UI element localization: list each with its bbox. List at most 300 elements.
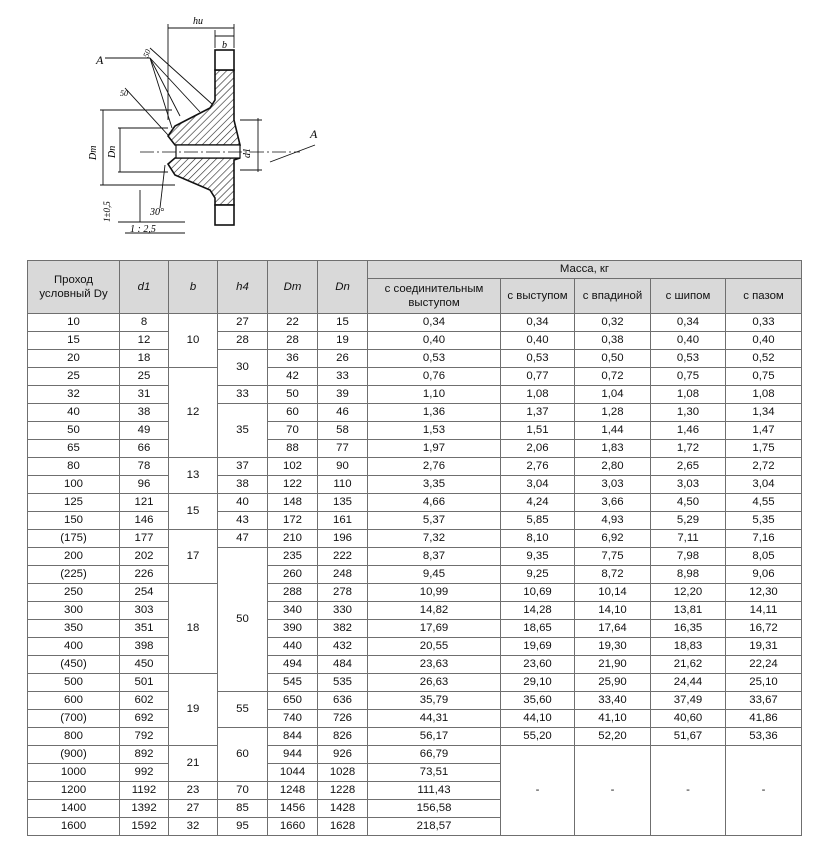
dim-dn-label: Dn <box>107 145 118 158</box>
cell-dm: 210 <box>268 530 318 548</box>
cell-dm: 102 <box>268 458 318 476</box>
table-row <box>28 620 802 638</box>
cell-m4: - <box>651 746 726 836</box>
cell-h4: 50 <box>218 548 268 692</box>
cell-dy: 20 <box>28 350 120 368</box>
cell-h4: 40 <box>218 494 268 512</box>
cell-m4: 1,46 <box>651 422 726 440</box>
cell-dn: 726 <box>318 710 368 728</box>
cell-m3: 41,10 <box>575 710 651 728</box>
cell-dn: 248 <box>318 566 368 584</box>
cell-m5: 4,55 <box>726 494 802 512</box>
cell-h4: 70 <box>218 782 268 800</box>
dim-b-label: b <box>222 40 227 51</box>
taper-label: 1 : 2,5 <box>130 224 156 235</box>
cell-dm: 1044 <box>268 764 318 782</box>
cell-m4: 1,72 <box>651 440 726 458</box>
cell-m5: 5,35 <box>726 512 802 530</box>
cell-dn: 636 <box>318 692 368 710</box>
header-mass-tongue: с шипом <box>651 279 726 314</box>
cell-m5: 2,72 <box>726 458 802 476</box>
cell-b: 19 <box>169 674 218 746</box>
cell-m1: 26,63 <box>368 674 501 692</box>
cell-dy: 65 <box>28 440 120 458</box>
cell-b: 32 <box>169 818 218 836</box>
cell-m1: 0,76 <box>368 368 501 386</box>
cell-m2: 35,60 <box>501 692 575 710</box>
cell-dn: 1428 <box>318 800 368 818</box>
cell-dm: 22 <box>268 314 318 332</box>
cell-dm: 50 <box>268 386 318 404</box>
cell-dn: 135 <box>318 494 368 512</box>
cell-b: 13 <box>169 458 218 494</box>
bolt-hole-top <box>215 50 234 70</box>
tolerance-label: 1±0,5 <box>102 201 112 222</box>
cell-dm: 60 <box>268 404 318 422</box>
cell-d1: 66 <box>120 440 169 458</box>
cell-m2: 4,24 <box>501 494 575 512</box>
cell-dy: 1600 <box>28 818 120 836</box>
cell-dn: 1028 <box>318 764 368 782</box>
cell-m5: 41,86 <box>726 710 802 728</box>
table-row <box>28 512 802 530</box>
cell-d1: 398 <box>120 638 169 656</box>
cell-h4: 60 <box>218 728 268 782</box>
table-row <box>28 350 802 368</box>
cell-m5: 0,75 <box>726 368 802 386</box>
cell-m3: 2,80 <box>575 458 651 476</box>
cell-d1: 31 <box>120 386 169 404</box>
cell-d1: 78 <box>120 458 169 476</box>
cell-d1: 1592 <box>120 818 169 836</box>
cell-dy: 100 <box>28 476 120 494</box>
cell-dm: 172 <box>268 512 318 530</box>
cell-dm: 390 <box>268 620 318 638</box>
cell-m1: 0,40 <box>368 332 501 350</box>
cell-m5: 3,04 <box>726 476 802 494</box>
table-row <box>28 458 802 476</box>
header-mass-raised: с выступом <box>501 279 575 314</box>
table-row <box>28 674 802 692</box>
cell-dy: 400 <box>28 638 120 656</box>
cell-h4: 85 <box>218 800 268 818</box>
cell-dn: 330 <box>318 602 368 620</box>
cell-b: 18 <box>169 584 218 674</box>
cell-dn: 382 <box>318 620 368 638</box>
cell-dy: 350 <box>28 620 120 638</box>
table-body <box>28 314 802 836</box>
cell-m3: 17,64 <box>575 620 651 638</box>
cell-m2: 1,08 <box>501 386 575 404</box>
cell-m1: 8,37 <box>368 548 501 566</box>
table-row <box>28 692 802 710</box>
cell-m4: 7,11 <box>651 530 726 548</box>
cell-dy: 150 <box>28 512 120 530</box>
cell-dy: (225) <box>28 566 120 584</box>
cell-m1: 0,53 <box>368 350 501 368</box>
cell-m1: 1,36 <box>368 404 501 422</box>
cell-m4: 40,60 <box>651 710 726 728</box>
cell-m3: 21,90 <box>575 656 651 674</box>
cell-m2: 10,69 <box>501 584 575 602</box>
cell-m5: 1,75 <box>726 440 802 458</box>
cell-dm: 42 <box>268 368 318 386</box>
cell-dn: 77 <box>318 440 368 458</box>
table-row <box>28 476 802 494</box>
cell-d1: 892 <box>120 746 169 764</box>
cell-m1: 56,17 <box>368 728 501 746</box>
cell-dy: 80 <box>28 458 120 476</box>
table-row <box>28 422 802 440</box>
cell-d1: 18 <box>120 350 169 368</box>
cell-m2: 9,35 <box>501 548 575 566</box>
cell-dn: 1228 <box>318 782 368 800</box>
cell-dy: 1400 <box>28 800 120 818</box>
cell-m4: 21,62 <box>651 656 726 674</box>
cell-m4: 5,29 <box>651 512 726 530</box>
cell-m5: 1,47 <box>726 422 802 440</box>
cell-h4: 28 <box>218 332 268 350</box>
cell-m1: 44,31 <box>368 710 501 728</box>
header-h4: h4 <box>218 261 268 314</box>
cell-m1: 9,45 <box>368 566 501 584</box>
cell-dm: 740 <box>268 710 318 728</box>
cell-dy: (450) <box>28 656 120 674</box>
cell-h4: 35 <box>218 404 268 458</box>
cell-dy: 25 <box>28 368 120 386</box>
cell-dm: 28 <box>268 332 318 350</box>
table-row <box>28 530 802 548</box>
cell-dn: 90 <box>318 458 368 476</box>
cell-m2: 19,69 <box>501 638 575 656</box>
cell-m1: 10,99 <box>368 584 501 602</box>
cell-m5: 7,16 <box>726 530 802 548</box>
cell-m3: 14,10 <box>575 602 651 620</box>
cell-d1: 303 <box>120 602 169 620</box>
cell-m4: 3,03 <box>651 476 726 494</box>
cell-m3: 19,30 <box>575 638 651 656</box>
cell-dy: 1000 <box>28 764 120 782</box>
cell-d1: 38 <box>120 404 169 422</box>
cell-dy: 600 <box>28 692 120 710</box>
dim-hu-label: hu <box>193 16 203 27</box>
cell-d1: 8 <box>120 314 169 332</box>
cell-m4: 16,35 <box>651 620 726 638</box>
cell-m3: 1,83 <box>575 440 651 458</box>
cell-d1: 25 <box>120 368 169 386</box>
table-row <box>28 602 802 620</box>
cell-d1: 692 <box>120 710 169 728</box>
cell-m4: 7,98 <box>651 548 726 566</box>
cell-m1: 23,63 <box>368 656 501 674</box>
flange-section-top <box>168 70 240 145</box>
cell-m3: 1,04 <box>575 386 651 404</box>
cell-m1: 5,37 <box>368 512 501 530</box>
cell-m5: 0,33 <box>726 314 802 332</box>
cell-m1: 3,35 <box>368 476 501 494</box>
flange-bore <box>176 145 240 158</box>
cell-m1: 156,58 <box>368 800 501 818</box>
section-a-label-left: A <box>96 53 104 67</box>
cell-m2: - <box>501 746 575 836</box>
header-d1: d1 <box>120 261 169 314</box>
cell-m2: 14,28 <box>501 602 575 620</box>
cell-b: 12 <box>169 368 218 458</box>
cell-dm: 36 <box>268 350 318 368</box>
cell-d1: 992 <box>120 764 169 782</box>
cell-d1: 450 <box>120 656 169 674</box>
cell-m1: 2,76 <box>368 458 501 476</box>
cell-dm: 440 <box>268 638 318 656</box>
cell-h4: 27 <box>218 314 268 332</box>
cell-dm: 545 <box>268 674 318 692</box>
cell-h4: 47 <box>218 530 268 548</box>
cell-d1: 602 <box>120 692 169 710</box>
cell-m2: 3,04 <box>501 476 575 494</box>
header-b: b <box>169 261 218 314</box>
cell-m5: 8,05 <box>726 548 802 566</box>
cell-m1: 66,79 <box>368 746 501 764</box>
cell-m2: 0,53 <box>501 350 575 368</box>
cell-m2: 8,10 <box>501 530 575 548</box>
cell-m1: 1,53 <box>368 422 501 440</box>
cell-m4: 24,44 <box>651 674 726 692</box>
table-row <box>28 494 802 512</box>
cell-dn: 222 <box>318 548 368 566</box>
cell-d1: 1192 <box>120 782 169 800</box>
cell-m2: 2,06 <box>501 440 575 458</box>
cell-dy: 125 <box>28 494 120 512</box>
cell-m5: 19,31 <box>726 638 802 656</box>
cell-dm: 1456 <box>268 800 318 818</box>
cell-d1: 1392 <box>120 800 169 818</box>
cell-dm: 650 <box>268 692 318 710</box>
cell-m5: 25,10 <box>726 674 802 692</box>
cell-m1: 20,55 <box>368 638 501 656</box>
cell-dm: 494 <box>268 656 318 674</box>
cell-dy: 800 <box>28 728 120 746</box>
cell-m4: 0,40 <box>651 332 726 350</box>
cell-dn: 926 <box>318 746 368 764</box>
table-row <box>28 440 802 458</box>
cell-m4: 13,81 <box>651 602 726 620</box>
cell-m1: 73,51 <box>368 764 501 782</box>
cell-dn: 161 <box>318 512 368 530</box>
cell-dm: 1248 <box>268 782 318 800</box>
cell-dm: 260 <box>268 566 318 584</box>
cell-m4: 51,67 <box>651 728 726 746</box>
cell-dy: 15 <box>28 332 120 350</box>
table-row <box>28 710 802 728</box>
angle-label: 30° <box>150 207 164 218</box>
cell-h4: 37 <box>218 458 268 476</box>
cell-m2: 1,51 <box>501 422 575 440</box>
bolt-hole-bottom <box>215 205 234 225</box>
cell-m3: 33,40 <box>575 692 651 710</box>
cell-dy: (175) <box>28 530 120 548</box>
cell-dn: 19 <box>318 332 368 350</box>
cell-m3: 3,66 <box>575 494 651 512</box>
cell-dy: 200 <box>28 548 120 566</box>
cell-dm: 88 <box>268 440 318 458</box>
cell-d1: 12 <box>120 332 169 350</box>
cell-m5: - <box>726 746 802 836</box>
cell-h4: 30 <box>218 350 268 386</box>
cell-m5: 9,06 <box>726 566 802 584</box>
cell-m5: 1,08 <box>726 386 802 404</box>
cell-m5: 16,72 <box>726 620 802 638</box>
cell-dm: 148 <box>268 494 318 512</box>
cell-h4: 38 <box>218 476 268 494</box>
cell-dm: 844 <box>268 728 318 746</box>
cell-m2: 29,10 <box>501 674 575 692</box>
cell-m2: 55,20 <box>501 728 575 746</box>
cell-m2: 0,77 <box>501 368 575 386</box>
cell-m3: 0,38 <box>575 332 651 350</box>
dim-d1-label: d1 <box>242 148 253 158</box>
cell-m4: 18,83 <box>651 638 726 656</box>
cell-m3: 52,20 <box>575 728 651 746</box>
flange-section-bottom <box>168 158 240 205</box>
table-row <box>28 638 802 656</box>
cell-m5: 22,24 <box>726 656 802 674</box>
cell-b: 10 <box>169 314 218 368</box>
cell-dn: 826 <box>318 728 368 746</box>
cell-m2: 23,60 <box>501 656 575 674</box>
cell-dm: 340 <box>268 602 318 620</box>
cell-d1: 96 <box>120 476 169 494</box>
cell-m1: 111,43 <box>368 782 501 800</box>
cell-m5: 0,52 <box>726 350 802 368</box>
cell-m4: 0,53 <box>651 350 726 368</box>
roughness-50-left: 50 <box>120 89 128 98</box>
cell-dn: 278 <box>318 584 368 602</box>
cell-dm: 122 <box>268 476 318 494</box>
cell-m4: 8,98 <box>651 566 726 584</box>
cell-dn: 196 <box>318 530 368 548</box>
cell-m4: 4,50 <box>651 494 726 512</box>
cell-h4: 33 <box>218 386 268 404</box>
cell-m5: 0,40 <box>726 332 802 350</box>
cell-h4: 43 <box>218 512 268 530</box>
table-row <box>28 332 802 350</box>
cell-m3: 0,32 <box>575 314 651 332</box>
cell-dn: 58 <box>318 422 368 440</box>
cell-m1: 1,97 <box>368 440 501 458</box>
cell-dy: 250 <box>28 584 120 602</box>
cell-m4: 1,30 <box>651 404 726 422</box>
table-row <box>28 314 802 332</box>
cell-m2: 2,76 <box>501 458 575 476</box>
table-row <box>28 746 802 764</box>
cell-dn: 1628 <box>318 818 368 836</box>
cell-m4: 12,20 <box>651 584 726 602</box>
cell-dy: 500 <box>28 674 120 692</box>
cell-m3: 25,90 <box>575 674 651 692</box>
table-row <box>28 386 802 404</box>
table-row <box>28 404 802 422</box>
cell-dy: 1200 <box>28 782 120 800</box>
cell-m3: 8,72 <box>575 566 651 584</box>
cell-b: 15 <box>169 494 218 530</box>
cell-m3: 1,44 <box>575 422 651 440</box>
cell-d1: 202 <box>120 548 169 566</box>
cell-m4: 2,65 <box>651 458 726 476</box>
cell-dy: 32 <box>28 386 120 404</box>
cell-dn: 535 <box>318 674 368 692</box>
cell-dn: 39 <box>318 386 368 404</box>
cell-b: 21 <box>169 746 218 782</box>
cell-m5: 53,36 <box>726 728 802 746</box>
cell-m1: 4,66 <box>368 494 501 512</box>
cell-m4: 0,75 <box>651 368 726 386</box>
dim-dm-label: Dm <box>88 145 99 160</box>
cell-h4: 95 <box>218 818 268 836</box>
cell-dm: 70 <box>268 422 318 440</box>
cell-dn: 484 <box>318 656 368 674</box>
cell-m1: 218,57 <box>368 818 501 836</box>
cell-b: 23 <box>169 782 218 800</box>
cell-m3: 1,28 <box>575 404 651 422</box>
flange-drawing <box>0 0 330 255</box>
cell-m2: 18,65 <box>501 620 575 638</box>
cell-h4: 55 <box>218 692 268 728</box>
header-mass-recess: с впадиной <box>575 279 651 314</box>
cell-b: 27 <box>169 800 218 818</box>
cell-d1: 121 <box>120 494 169 512</box>
cell-d1: 351 <box>120 620 169 638</box>
cell-dm: 235 <box>268 548 318 566</box>
cell-d1: 49 <box>120 422 169 440</box>
cell-dm: 288 <box>268 584 318 602</box>
cell-m5: 12,30 <box>726 584 802 602</box>
cell-m3: 3,03 <box>575 476 651 494</box>
cell-m3: - <box>575 746 651 836</box>
cell-m1: 7,32 <box>368 530 501 548</box>
flange-spec-table <box>27 260 802 836</box>
cell-m2: 5,85 <box>501 512 575 530</box>
cell-b: 17 <box>169 530 218 584</box>
cell-m2: 44,10 <box>501 710 575 728</box>
table-row <box>28 368 802 386</box>
cell-dn: 46 <box>318 404 368 422</box>
header-dy: Проход условный Dy <box>28 261 120 314</box>
cell-m2: 1,37 <box>501 404 575 422</box>
cell-d1: 792 <box>120 728 169 746</box>
header-mass-joint-face: с соединительным выступом <box>368 279 501 314</box>
cell-m3: 0,50 <box>575 350 651 368</box>
cell-m1: 35,79 <box>368 692 501 710</box>
cell-m3: 7,75 <box>575 548 651 566</box>
cell-dn: 26 <box>318 350 368 368</box>
cell-dn: 33 <box>318 368 368 386</box>
cell-dm: 1660 <box>268 818 318 836</box>
cell-dy: (700) <box>28 710 120 728</box>
cell-m1: 14,82 <box>368 602 501 620</box>
cell-d1: 254 <box>120 584 169 602</box>
cell-m1: 17,69 <box>368 620 501 638</box>
table-row <box>28 566 802 584</box>
cell-m4: 0,34 <box>651 314 726 332</box>
cell-dy: 40 <box>28 404 120 422</box>
cell-dy: (900) <box>28 746 120 764</box>
cell-m3: 6,92 <box>575 530 651 548</box>
cell-dy: 50 <box>28 422 120 440</box>
table-row <box>28 656 802 674</box>
cell-m3: 0,72 <box>575 368 651 386</box>
section-a-label-right: A <box>310 127 318 141</box>
cell-m3: 4,93 <box>575 512 651 530</box>
